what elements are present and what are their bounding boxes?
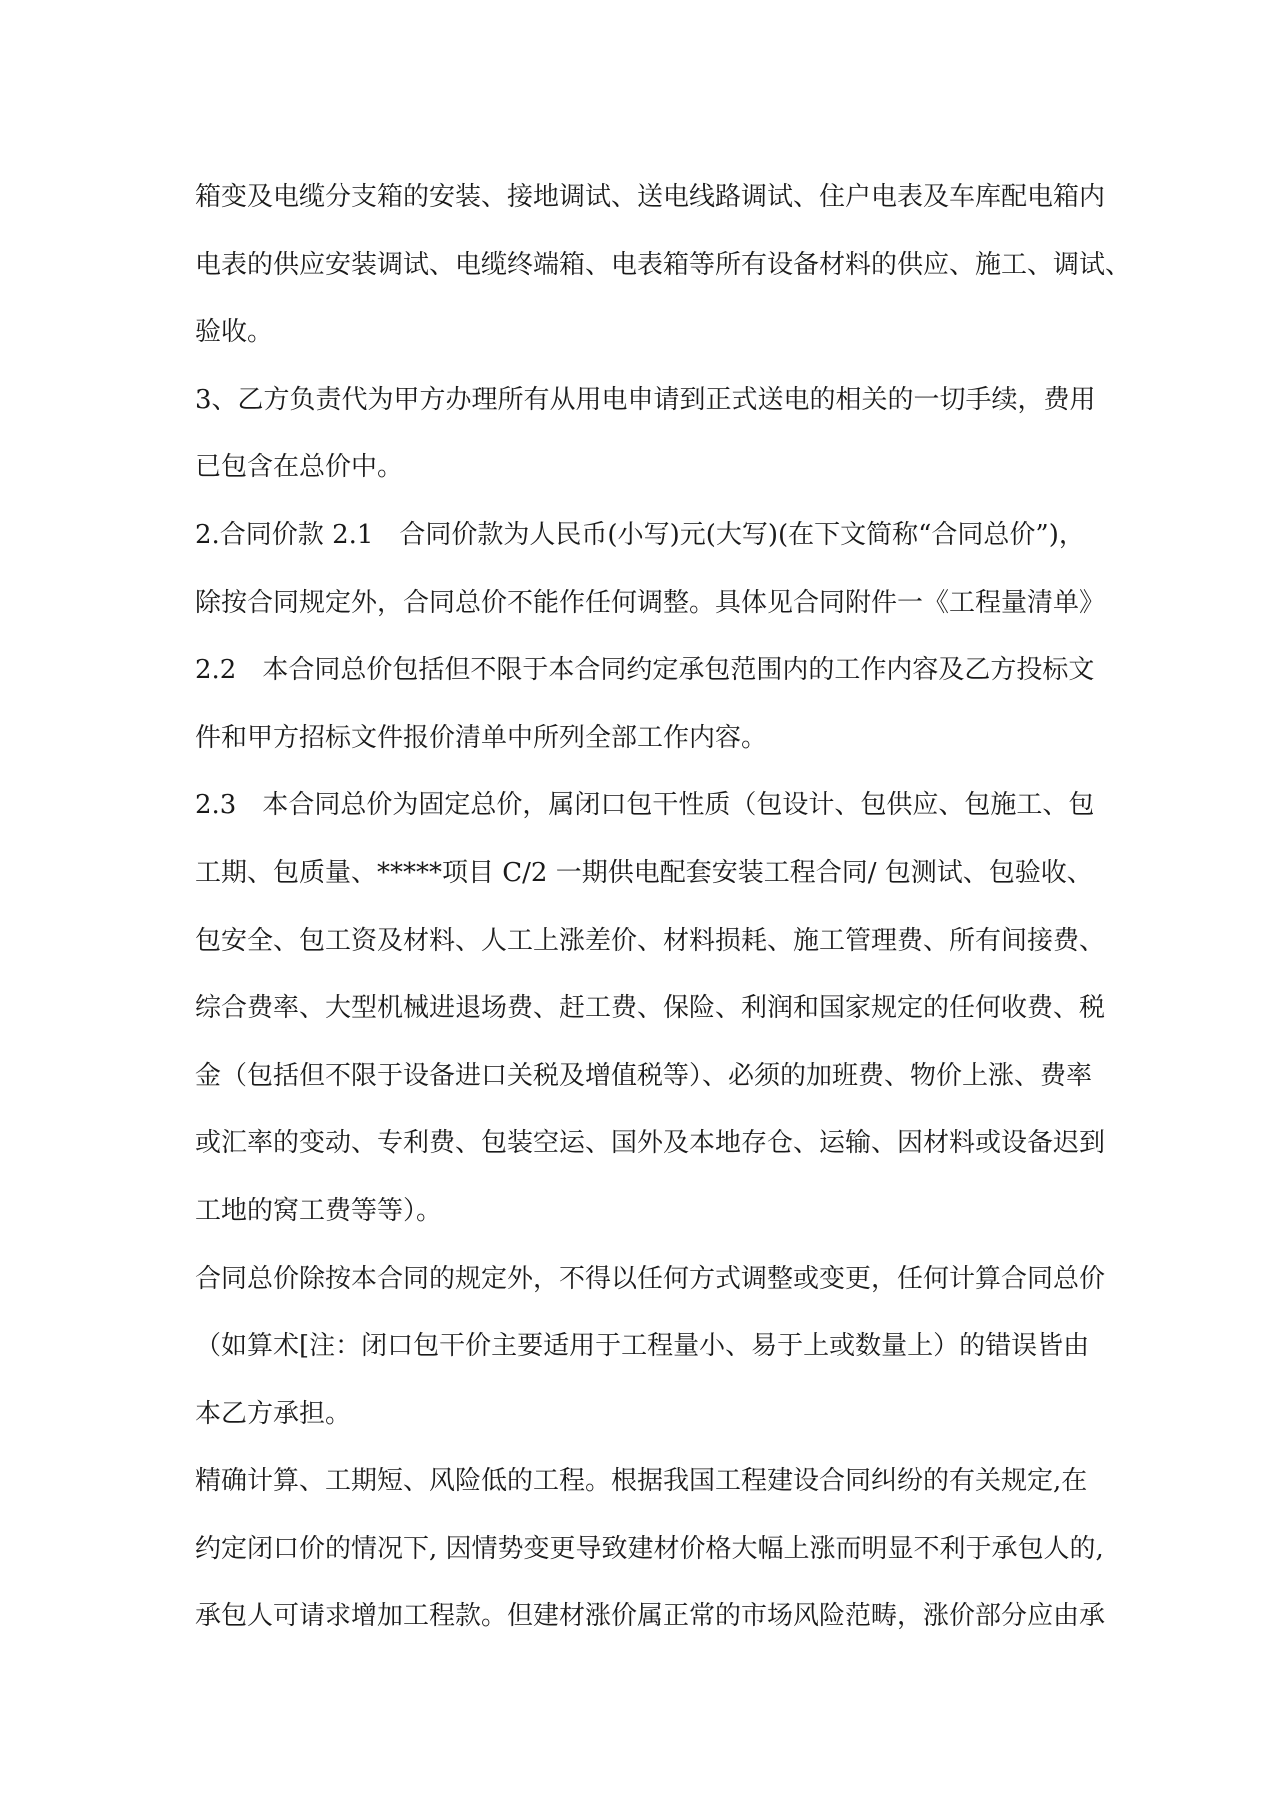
text-line: 2.合同价款 2.1 合同价款为人民币(小写)元(大写)(在下文简称“合同总价”)， [195,519,1085,550]
document-body [195,164,1132,1651]
text-line: 除按合同规定外，合同总价不能作任何调整。具体见合同附件一《工程量清单》 [195,587,1106,618]
text-line: 工地的窝工费等等）。 [195,1195,443,1226]
text-line: 精确计算、工期短、风险低的工程。根据我国工程建设合同纠纷的有关规定,在 [195,1466,1088,1497]
text-line: 电表的供应安装调试、电缆终端箱、电表箱等所有设备材料的供应、施工、调试、 [195,249,1132,280]
text-line: 本乙方承担。 [195,1398,352,1429]
text-line: 件和甲方招标文件报价清单中所列全部工作内容。 [195,722,768,753]
text-line: 综合费率、大型机械进退场费、赶工费、保险、利润和国家规定的任何收费、税 [195,993,1106,1024]
text-line: 2.3 本合同总价为固定总价，属闭口包干性质（包设计、包供应、包施工、包 [195,790,1095,821]
text-line: 已包含在总价中。 [195,452,404,483]
text-line: 箱变及电缆分支箱的安装、接地调试、送电线路调试、住户电表及车库配电箱内 [195,182,1106,212]
text-line: 2.2 本合同总价包括但不限于本合同约定承包范围内的工作内容及乙方投标文 [195,655,1095,686]
text-line: （如算术[注：闭口包干价主要适用于工程量小、易于上或数量上）的错误皆由 [195,1331,1090,1362]
text-line: 约定闭口价的情况下, 因情势变更导致建材价格大幅上涨而明显不利于承包人的, [195,1533,1104,1564]
text-line: 包安全、包工资及材料、人工上涨差价、材料损耗、施工管理费、所有间接费、 [195,925,1106,956]
text-line: 3、乙方负责代为甲方办理所有从用电申请到正式送电的相关的一切手续，费用 [195,384,1096,415]
text-line: 承包人可请求增加工程款。但建材涨价属正常的市场风险范畴，涨价部分应由承 [195,1601,1106,1632]
text-line: 或汇率的变动、专利费、包装空运、国外及本地存仓、运输、因材料或设备迟到 [195,1128,1106,1159]
text-line: 合同总价除按本合同的规定外，不得以任何方式调整或变更，任何计算合同总价 [195,1263,1106,1294]
text-line: 验收。 [195,317,274,348]
text-line: 工期、包质量、*****项目 C/2 一期供电配套安装工程合同/ 包测试、包验收、 [195,857,1093,888]
text-line: 金（包括但不限于设备进口关税及增值税等）、必须的加班费、物价上涨、费率 [195,1060,1093,1091]
